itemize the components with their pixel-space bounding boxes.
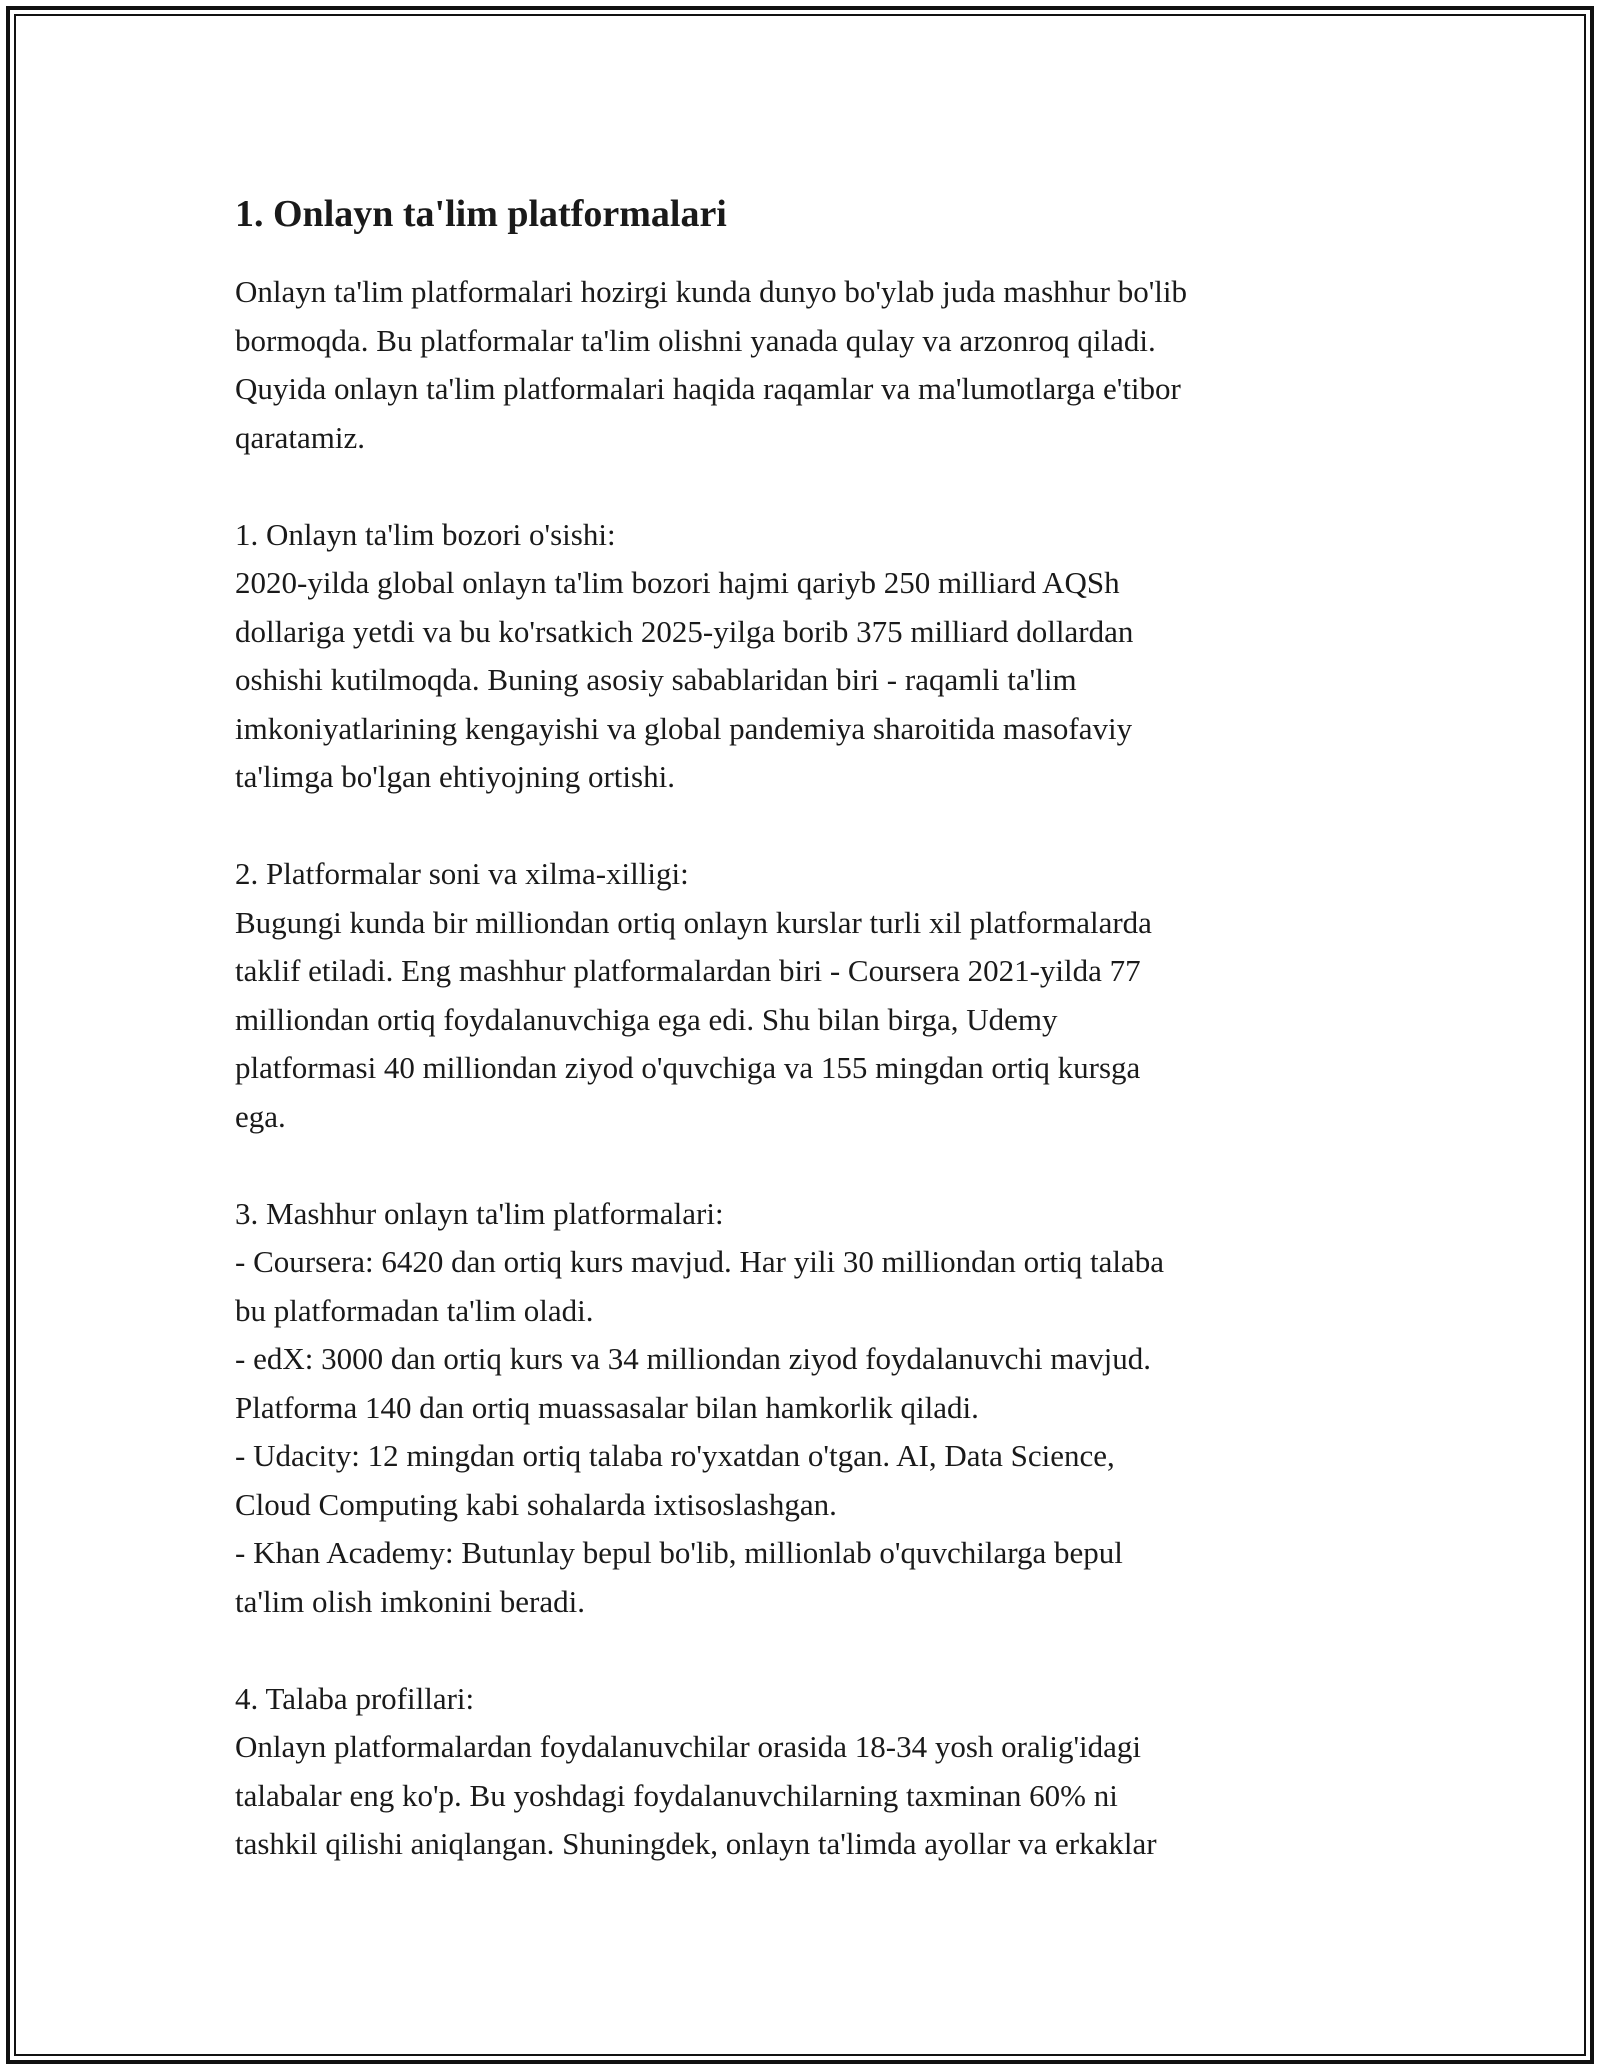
text-line: Bugungi kunda bir milliondan ortiq onlayn kurslar turli xil platformalarda xyxy=(235,904,1152,940)
text-line: ega. xyxy=(235,1098,286,1134)
text-line: qaratamiz. xyxy=(235,419,365,455)
text-line: Platforma 140 dan ortiq muassasalar bilan hamkorlik qiladi. xyxy=(235,1389,979,1425)
list-item: - Coursera: 6420 dan ortiq kurs mavjud. Har yili 30 milliondan ortiq talaba xyxy=(235,1244,1164,1279)
section-popular-platforms xyxy=(235,1190,1385,1627)
text-line: milliondan ortiq foydalanuvchiga ega edi. Shu bilan birga, Udemy xyxy=(235,1001,1058,1037)
text-line: talabalar eng ko'p. Bu yoshdagi foydalanuvchilarning taxminan 60% ni xyxy=(235,1777,1118,1813)
text-line: 2020-yilda global onlayn ta'lim bozori hajmi qariyb 250 milliard AQSh xyxy=(235,565,1120,600)
text-line: ta'limga bo'lgan ehtiyojning ortishi. xyxy=(235,759,675,794)
section-student-profiles xyxy=(235,1675,1385,1869)
text-line: taklif etiladi. Eng mashhur platformalardan biri - Coursera 2021-yilda 77 xyxy=(235,953,1141,988)
text-line: imkoniyatlarining kengayishi va global pandemiya sharoitida masofaviy xyxy=(235,710,1133,746)
text-line: tashkil qilishi aniqlangan. Shuningdek, onlayn ta'limda ayollar va erkaklar xyxy=(235,1826,1157,1861)
text-line: Onlayn ta'lim platformalari hozirgi kunda dunyo bo'ylab juda mashhur bo'lib xyxy=(235,274,1188,309)
text-line: oshishi kutilmoqda. Buning asosiy sabablaridan biri - raqamli ta'lim xyxy=(235,662,1077,697)
text-line: ta'lim olish imkonini beradi. xyxy=(235,1583,585,1619)
text-line: bormoqda. Bu platformalar ta'lim olishni yanada qulay va arzonroq qiladi. xyxy=(235,322,1156,358)
text-line: Cloud Computing kabi sohalarda ixtisoslashgan. xyxy=(235,1486,837,1522)
list-item: - Udacity: 12 mingdan ortiq talaba ro'yxatdan o'tgan. AI, Data Science, xyxy=(235,1438,1115,1473)
text-line: bu platformadan ta'lim oladi. xyxy=(235,1292,594,1328)
section-heading: 3. Mashhur onlayn ta'lim platformalari: xyxy=(235,1195,724,1231)
text-line: Quyida onlayn ta'lim platformalari haqida raqamlar va ma'lumotlarga e'tibor xyxy=(235,371,1181,406)
text-line: Onlayn platformalardan foydalanuvchilar orasida 18-34 yosh oralig'idagi xyxy=(235,1729,1142,1764)
document-body xyxy=(235,188,1385,1917)
intro-paragraph xyxy=(235,268,1385,462)
text-line: platformasi 40 milliondan ziyod o'quvchiga va 155 mingdan ortiq kursga xyxy=(235,1050,1141,1085)
text-line: dollariga yetdi va bu ko'rsatkich 2025-yilga borib 375 milliard dollardan xyxy=(235,613,1134,649)
section-heading: 4. Talaba profillari: xyxy=(235,1680,475,1716)
section-platform-count xyxy=(235,850,1385,1141)
document-title: 1. Onlayn ta'lim platformalari xyxy=(235,193,727,235)
list-item: - edX: 3000 dan ortiq kurs va 34 milliondan ziyod foydalanuvchi mavjud. xyxy=(235,1341,1152,1376)
section-market-growth xyxy=(235,511,1385,802)
section-heading: 1. Onlayn ta'lim bozori o'sishi: xyxy=(235,516,616,552)
list-item: - Khan Academy: Butunlay bepul bo'lib, millionlab o'quvchilarga bepul xyxy=(235,1535,1123,1570)
section-heading: 2. Platformalar soni va xilma-xilligi: xyxy=(235,856,689,891)
